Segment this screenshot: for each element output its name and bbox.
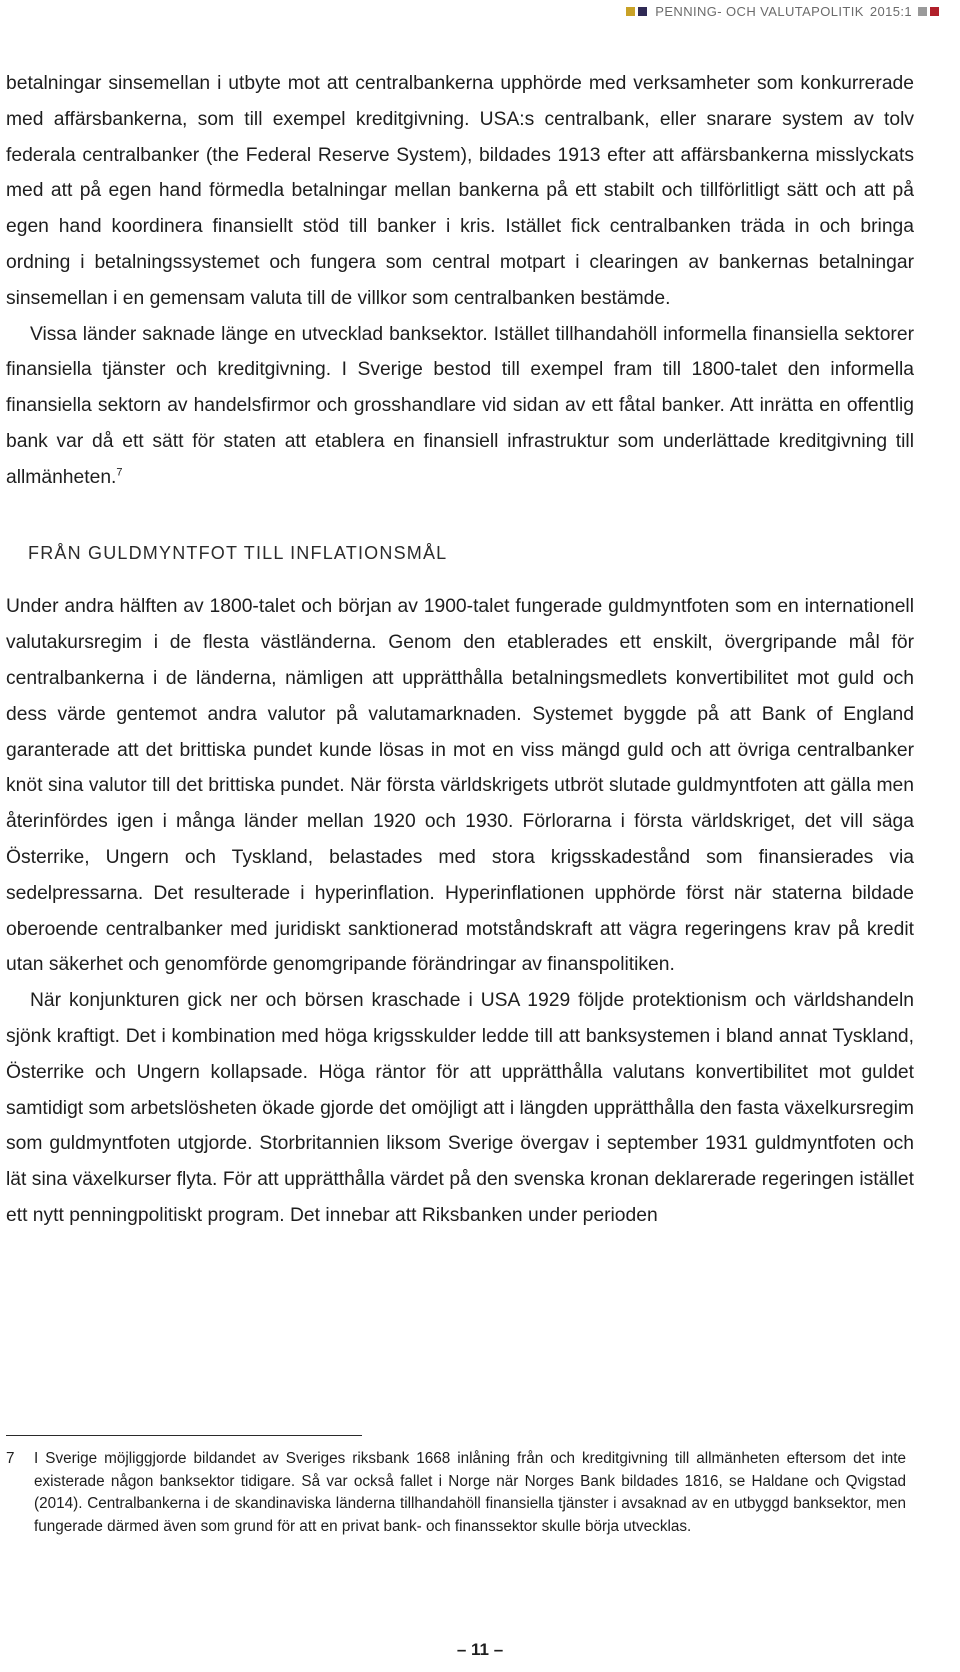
running-header [626, 4, 942, 19]
paragraph-3: Under andra hälften av 1800-talet och början av 1900-talet fungerade guldmyntfoten som en internationell valutakursregim i de flesta västländerna. Genom den etablerades ett enskilt, övergripande mål för centralbankerna i de länderna, nämligen att upprätthålla betalningsmedlets konvertibilitet mot guld och dess värde gentemot andra valutor på valutamarknaden. Systemet byggde på att Bank of England garanterade att det brittiska pundet kunde lösas in mot en viss mängd guld och att övriga centralbanker knöt sina valutor till det brittiska pundet. När första världskrigets utbröt slutade guldmyntfoten att gälla men återinfördes igen i många länder mellan 1920 och 1930. Förlorarna i första världskriget, det vill säga Österrike, Ungern och Tyskland, belastades med stora krigsskadestånd som finansierades via sedelpressarna. Det resulterade i hyperinflation. Hyperinflationen upphörde först när staterna bildade oberoende centralbanker med juridiskt sanktionerad motståndskraft att vägra regeringens krav på kredit utan säkerhet och genomförde genomgripande förändringar av finanspolitiken. [6, 596, 914, 976]
navy-square-icon [638, 7, 647, 16]
grey-square-icon [918, 7, 927, 16]
footnote-text: I Sverige möjliggjorde bildandet av Sveriges riksbank 1668 inlåning från och kreditgivning till allmänheten eftersom det inte existerade någon banksektor tidigare. Så var också fallet i Norge när Norges Bank bildades 1816, se Haldane och Qvigstad (2014). Centralbankerna i de skandinaviska länderna tillhandahöll finansiella tjänster i avsaknad av en utbyggd banksektor, men fungerade därmed även som grund för att en privat bank- och finanssektor skulle börja utvecklas. [34, 1450, 906, 1535]
footnote-divider [6, 1435, 362, 1436]
journal-title: PENNING- OCH VALUTAPOLITIK [655, 4, 864, 19]
journal-issue: 2015:1 [869, 4, 912, 19]
section-heading: FRÅN GULDMYNTFOT TILL INFLATIONSMÅL [28, 542, 448, 563]
paragraph-1: betalningar sinsemellan i utbyte mot att centralbankerna upphörde med verksamheter som konkurrerade med affärsbankerna, som till exempel kreditgivning. USA:s centralbank, eller snarare system av tolv federala centralbanker (the Federal Reserve System), bildades 1913 efter att affärsbankerna misslyckats med att på egen hand förmedla betalningar mellan bankerna på ett stabilt och tillförlitligt sätt och att på egen hand koordinera finansiellt stöd till banker i kris. Istället fick centralbanken träda in och bringa ordning i betalningssystemet och fungera som central motpart i clearingen av bankernas betalningar sinsemellan i en gemensam valuta till de villkor som centralbanken bestämde. [6, 73, 914, 309]
paragraph-2-text: Vissa länder saknade länge en utvecklad banksektor. Istället tillhandahöll informella finansiella sektorer finansiella tjänster och kreditgivning. I Sverige bestod till exempel fram till 1800-talet den informella finansiella sektorn av handelsfirmor och grosshandlare vid sidan av ett fåtal banker. Att inrätta en offentlig bank var då ett sätt för staten att etablera en finansiell infrastruktur som underlättade kreditgivning till allmänheten. [6, 323, 914, 488]
page-number: – 11 – [456, 1640, 504, 1659]
footnote-number: 7 [6, 1450, 15, 1467]
gold-square-icon [626, 7, 635, 16]
footnote [6, 1448, 906, 1538]
footnote-reference[interactable]: 7 [116, 466, 123, 479]
paragraph-2 [6, 317, 914, 496]
red-square-icon [930, 7, 939, 16]
body-text [6, 66, 914, 1234]
paragraph-4: När konjunkturen gick ner och börsen kraschade i USA 1929 följde protektionism och världshandeln sjönk kraftigt. Det i kombination med höga krigsskulder ledde till att banksystemen i bland annat Tyskland, Österrike och Ungern kollapsade. Höga räntor för att upprätthålla valutans konvertibilitet mot guldet samtidigt som arbetslösheten ökade gjorde det omöjligt att i längden upprätthålla den fasta växelkursregim som guldmyntfoten utgjorde. Storbritannien liksom Sverige övergav i september 1931 guldmyntfoten och lät sina växelkurser flyta. För att upprätthålla värdet på den svenska kronan deklarerade regeringen istället ett nytt penningpolitiskt program. Det innebar att Riksbanken under perioden [6, 990, 914, 1226]
